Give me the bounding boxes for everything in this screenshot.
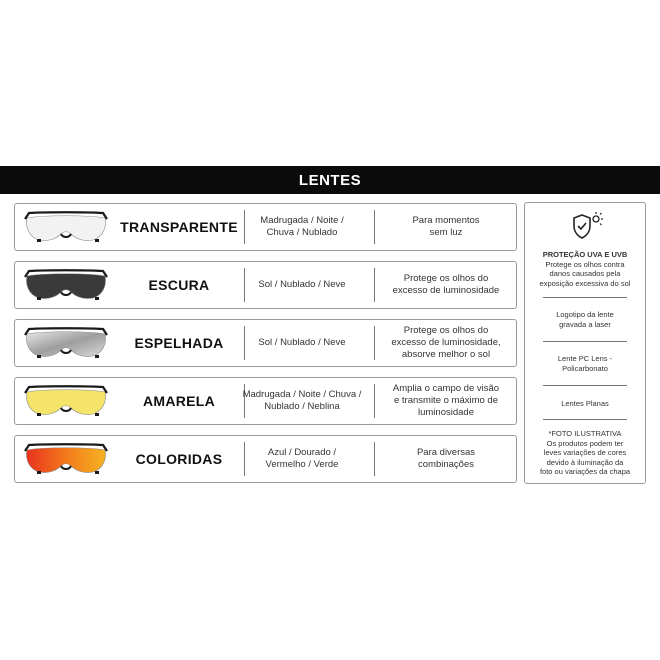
shield-sun-icon bbox=[570, 211, 604, 241]
lens-description-line: combinações bbox=[418, 459, 474, 470]
lens-description-line: Amplia o campo de visão bbox=[392, 383, 500, 394]
logo-line: gravada a laser bbox=[559, 319, 611, 329]
lens-conditions bbox=[230, 378, 374, 424]
lens-name: ESPELHADA bbox=[134, 335, 224, 351]
section-header bbox=[0, 166, 660, 194]
lens-condition-line: Vermelho / Verde bbox=[265, 459, 339, 470]
lens-conditions bbox=[230, 262, 374, 308]
lens-name: TRANSPARENTE bbox=[120, 219, 238, 235]
clear-lens-sunglasses-icon bbox=[23, 210, 109, 246]
lens-conditions bbox=[230, 204, 374, 250]
logo-info bbox=[529, 310, 641, 329]
lens-conditions bbox=[230, 436, 374, 482]
lens-description-line: Protege os olhos do bbox=[403, 273, 489, 284]
note-title: *FOTO ILUSTRATIVA bbox=[548, 429, 622, 438]
lens-condition-line: Madrugada / Noite / bbox=[260, 215, 344, 226]
uv-protection-title: PROTEÇÃO UVA E UVB bbox=[542, 250, 628, 259]
lens-description-line: absorve melhor o sol bbox=[401, 349, 491, 360]
lens-description bbox=[375, 378, 517, 424]
divider bbox=[543, 297, 627, 298]
divider bbox=[543, 341, 627, 342]
lens-description bbox=[375, 436, 517, 482]
lens-description bbox=[375, 262, 517, 308]
note-line: Os produtos podem ter bbox=[546, 438, 624, 448]
yellow-lens-sunglasses-icon bbox=[23, 384, 109, 420]
uv-protection-line: exposição excessiva do sol bbox=[539, 278, 631, 288]
uv-protection-line: danos causados pela bbox=[549, 269, 621, 278]
features-panel bbox=[524, 202, 646, 484]
lens-description-line: Para momentos bbox=[412, 215, 480, 226]
note-line: foto ou variações da chapa bbox=[539, 467, 631, 476]
colored-lens-sunglasses-icon bbox=[23, 442, 109, 478]
illustrative-note bbox=[529, 429, 641, 477]
lens-name: ESCURA bbox=[148, 277, 210, 293]
lens-condition-line: Nublado / Neblina bbox=[264, 401, 340, 412]
lens-material-line: Policarbonato bbox=[562, 363, 608, 373]
lens-row bbox=[14, 377, 517, 425]
lens-type-info bbox=[529, 399, 641, 409]
lens-description-line: excesso de luminosidade, bbox=[391, 337, 501, 348]
uv-protection-info bbox=[529, 250, 641, 288]
lens-row bbox=[14, 319, 517, 367]
lens-material-info bbox=[529, 354, 641, 373]
dark-lens-sunglasses-icon bbox=[23, 268, 109, 304]
lens-condition-line: Sol / Nublado / Neve bbox=[258, 279, 346, 290]
lens-name: AMARELA bbox=[142, 393, 216, 409]
logo-line: Logotipo da lente bbox=[556, 310, 614, 319]
divider bbox=[543, 385, 627, 386]
lens-description bbox=[375, 204, 517, 250]
header-title: LENTES bbox=[298, 171, 362, 189]
note-line: leves variações de cores bbox=[543, 448, 627, 457]
uv-protection-line: Protege os olhos contra bbox=[545, 259, 625, 269]
lens-description-line: sem luz bbox=[429, 227, 463, 238]
lens-conditions bbox=[230, 320, 374, 366]
lens-description-line: excesso de luminosidade bbox=[392, 285, 500, 296]
lens-description-line: Protege os olhos do bbox=[403, 325, 489, 336]
lens-row bbox=[14, 203, 517, 251]
lens-condition-line: Chuva / Nublado bbox=[266, 227, 338, 238]
lens-row bbox=[14, 261, 517, 309]
lens-description-line: Para diversas bbox=[416, 447, 476, 458]
mirrored-lens-sunglasses-icon bbox=[23, 326, 109, 362]
lens-condition-line: Azul / Dourado / bbox=[267, 447, 337, 458]
lens-name: COLORIDAS bbox=[135, 451, 223, 467]
lens-description-line: e transmite o máximo de bbox=[393, 395, 498, 406]
lens-type-line: Lentes Planas bbox=[561, 399, 609, 408]
note-line: devido à iluminação da bbox=[546, 457, 624, 467]
lens-material-line: Lente PC Lens - bbox=[557, 354, 613, 363]
lens-description-line: luminosidade bbox=[418, 407, 474, 418]
lens-row bbox=[14, 435, 517, 483]
lens-condition-line: Sol / Nublado / Neve bbox=[258, 337, 346, 348]
lens-description bbox=[375, 320, 517, 366]
lens-condition-line: Madrugada / Noite / Chuva / bbox=[242, 389, 362, 400]
divider bbox=[543, 419, 627, 420]
